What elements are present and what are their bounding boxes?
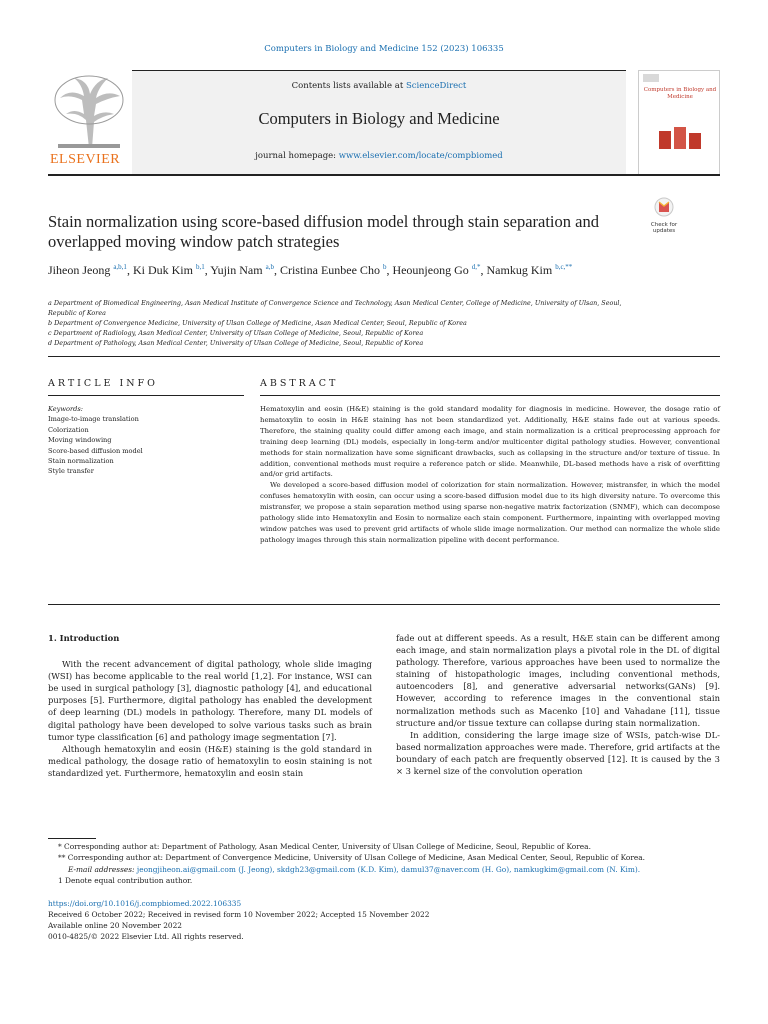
affiliation: d Department of Pathology, Asan Medical Center, University of Ulsan College of Medicine, Seoul, Republic of Korea bbox=[48, 339, 424, 347]
doi-link[interactable]: https://doi.org/10.1016/j.compbiomed.2022.106335 bbox=[48, 899, 242, 908]
email-addresses[interactable]: jeongjiheon.ai@gmail.com (J. Jeong), skdgh23@gmail.com (K.D. Kim), damul37@naver.com (H. Go), namkugkim@gmail.com (N. Kim). bbox=[136, 864, 641, 874]
author[interactable]: Ki Duk Kim $^{b,1}$ bbox=[132, 263, 205, 277]
abstract-rule bbox=[260, 395, 720, 396]
keyword: Image-to-image translation bbox=[48, 415, 139, 424]
paper-title: Stain normalization using score-based diffusion model through stain separation and overlapped moving window patch strategies bbox=[48, 212, 599, 251]
keyword: Stain normalization bbox=[48, 457, 114, 466]
cover-logo bbox=[643, 74, 659, 82]
body-column-right bbox=[396, 632, 720, 777]
copyright: 0010-4825/© 2022 Elsevier Ltd. All rights reserved. bbox=[48, 932, 244, 941]
cover-title: Computers in Biology and Medicine bbox=[643, 87, 717, 100]
abstract-paragraph: We developed a score-based diffusion model of colorization for stain normalization. However, mistransfer, in which the model confuses hematoxylin with eosin, can occur using a score-based diffusion model due to its high diversity nature. To overcome this mistransfer, we propose a stain separation method using sparse non-negative matrix factorization (SNMF), which can decompose pathology slide into Hematoxylin and Eosin to normalize each stain component. Furthermore, inpainting with overlapped moving window patches was used to prevent grid artifacts of whole slide image normalization. Our method can normalize the whole slide pathology images through this stain normalization pipeline with decent performance. bbox=[260, 481, 720, 544]
publication-info bbox=[48, 898, 728, 942]
banner-center bbox=[132, 70, 626, 176]
journal-citation[interactable]: Computers in Biology and Medicine 152 (2023) 106335 bbox=[264, 44, 504, 54]
cover-graphic-icon bbox=[659, 127, 701, 151]
affiliation: c Department of Radiology, Asan Medical Center, University of Ulsan College of Medicine, Seoul, Republic of Korea bbox=[48, 329, 424, 337]
homepage-prefix: journal homepage: bbox=[255, 151, 339, 161]
abstract-divider bbox=[48, 604, 720, 605]
journal-title: Computers in Biology and Medicine bbox=[258, 109, 500, 128]
abstract-body bbox=[260, 404, 720, 546]
section-heading: 1. Introduction bbox=[48, 633, 120, 643]
homepage-line bbox=[132, 151, 626, 161]
author[interactable]: Heounjeong Go $^{d,*}$ bbox=[392, 263, 481, 277]
footnote: 1 Denote equal contribution author. bbox=[58, 876, 193, 886]
body-paragraph: Although hematoxylin and eosin (H&E) staining is the gold standard in medical pathology, the dosage ratio of hematoxylin to eosin staining is not standardized yet. Furthermore, hematoxylin and eosin stain bbox=[48, 743, 372, 778]
author[interactable]: Yujin Nam $^{a,b}$ bbox=[210, 263, 274, 277]
email-label: E-mail addresses: bbox=[68, 864, 135, 874]
abstract-heading: ABSTRACT bbox=[260, 378, 339, 389]
contents-prefix: Contents lists available at bbox=[291, 81, 406, 91]
abstract-paragraph: Hematoxylin and eosin (H&E) staining is the gold standard modality for diagnosis in medicine. However, the dosage ratio of hematoxylin to eosin in H&E staining has not been standardized yet. Additionally, H&E stains fade out at various speeds. Therefore, the staining quality could differ among each image, and stain normalization is a critical preprocessing approach for training deep learning (DL) models, especially in long-term and/or multicenter digital pathology studies. However, conventional methods for stain normalization have some significant drawbacks, such as collapsing in the structure and/or texture of tissue. In addition, conventional methods must require a reference patch or slide. Meanwhile, DL-based methods have a risk of overfitting and/or grid artifacts. bbox=[260, 405, 720, 479]
title-divider bbox=[48, 356, 720, 357]
available-online: Available online 20 November 2022 bbox=[48, 921, 183, 930]
affiliation: b Department of Convergence Medicine, University of Ulsan College of Medicine, Asan Medical Center, Seoul, Republic of Korea bbox=[48, 319, 467, 327]
author-list: Jiheon Jeong $^{a,b,1}$, Ki Duk Kim $^{b,1}$, Yujin Nam $^{a,b}$, Cristina Eunbee Cho $^b$, Heounjeong Go $^{d,*}$, Namkug Kim $^{b,c,**}$ bbox=[48, 263, 573, 277]
check-updates-icon bbox=[644, 196, 684, 218]
received-dates: Received 6 October 2022; Received in revised form 10 November 2022; Accepted 15 November 2022 bbox=[48, 910, 430, 919]
article-info-heading: ARTICLE INFO bbox=[48, 378, 158, 389]
check-updates-label: Check for updates bbox=[650, 222, 678, 234]
journal-cover-thumbnail[interactable] bbox=[638, 70, 720, 176]
keyword: Style transfer bbox=[48, 467, 94, 476]
author[interactable]: Namkug Kim $^{b,c,**}$ bbox=[486, 263, 573, 277]
body-paragraph: fade out at different speeds. As a result, H&E stain can be different among each image, and stain normalization plays a pivotal role in the DL of digital pathology. Therefore, various approaches have been used to normalize the staining of histopathologic images, including conventional methods, autoencoders [8], and generative adversarial networks(GANs) [9]. However, according to reference images in the conventional stain normalization methods such as Macenko [10] and Vahadane [11], tissue structure and/or tissue texture can collapse during stain normalization. bbox=[396, 633, 720, 728]
journal-banner bbox=[48, 70, 720, 176]
keyword: Moving windowing bbox=[48, 436, 112, 445]
sciencedirect-link[interactable]: ScienceDirect bbox=[405, 81, 467, 91]
check-for-updates-badge[interactable] bbox=[644, 196, 684, 234]
banner-rule bbox=[48, 174, 720, 176]
body-column-left bbox=[48, 632, 372, 779]
footnote: ** Corresponding author at: Department of Convergence Medicine, University of Ulsan College of Medicine, Asan Medical Center, Seoul, Republic of Korea. bbox=[58, 853, 646, 863]
article-info-rule bbox=[48, 395, 244, 396]
elsevier-wordmark: ELSEVIER bbox=[50, 152, 121, 167]
keyword: Colorization bbox=[48, 425, 89, 434]
contents-line bbox=[132, 81, 626, 91]
email-footnote bbox=[48, 864, 728, 875]
body-paragraph: With the recent advancement of digital pathology, whole slide imaging (WSI) has become applicable to the real world [1,2]. For instance, WSI can be used in surgical pathology [3], diagnostic pathology [4], and educational purposes [5]. Furthermore, digital pathology has enabled the development of deep learning (DL) models in pathology. Therefore, many DL models of digital pathology have been developed to solve various tasks such as brain tumor type classification [6] and pathology image segmentation [7]. bbox=[48, 659, 372, 742]
author[interactable]: Jiheon Jeong $^{a,b,1}$ bbox=[48, 263, 127, 277]
body-paragraph: In addition, considering the large image size of WSIs, patch-wise DL-based normalization approaches were made. Therefore, grid artifacts at the boundary of each patch are frequently observed [12]. It is caused by the 3 × 3 kernel size of the convolution operation bbox=[396, 729, 720, 777]
footnote: * Corresponding author at: Department of Pathology, Asan Medical Center, University of Ulsan College of Medicine, Seoul, Republic of Korea. bbox=[58, 842, 591, 851]
footnote-rule bbox=[48, 838, 96, 839]
affiliations bbox=[48, 298, 648, 348]
keyword: Score-based diffusion model bbox=[48, 446, 143, 455]
keywords-block bbox=[48, 404, 244, 477]
footnotes bbox=[48, 841, 728, 887]
author[interactable]: Cristina Eunbee Cho $^b$ bbox=[279, 263, 387, 277]
affiliation: a Department of Biomedical Engineering, Asan Medical Institute of Convergence Science and Technology, Asan Medical Center, College of Medicine, University of Ulsan, Seoul, Republic of Korea bbox=[48, 299, 622, 317]
keywords-label: Keywords: bbox=[48, 405, 83, 413]
homepage-link[interactable]: www.elsevier.com/locate/compbiomed bbox=[338, 151, 503, 161]
